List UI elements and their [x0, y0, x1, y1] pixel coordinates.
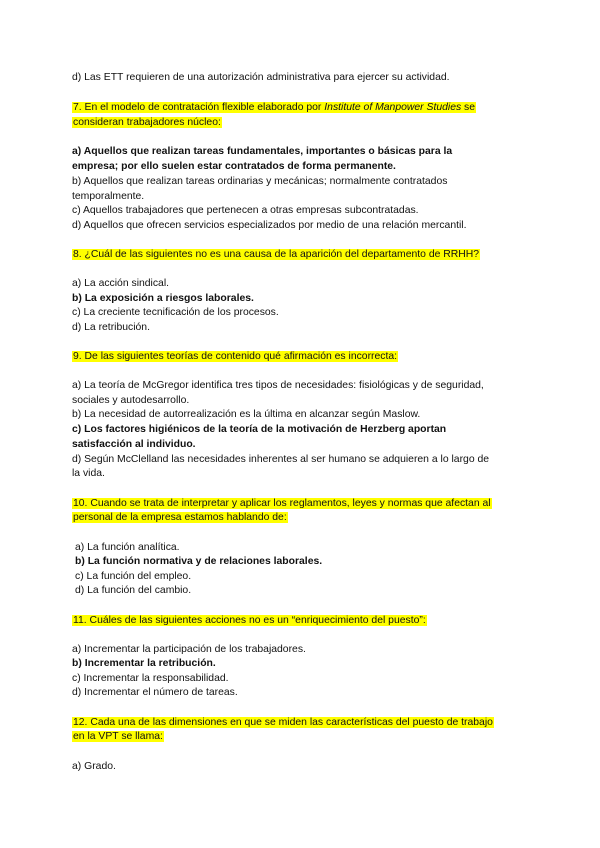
- q7-text-after: se: [461, 102, 476, 113]
- q12-question-line2: [72, 730, 164, 744]
- q11-question-text: 11. Cuáles de las siguientes acciones no es un “enriquecimiento del puesto”:: [73, 615, 426, 626]
- q9-question-text: 9. De las siguientes teorías de contenido qué afirmación es incorrecta:: [73, 351, 398, 362]
- q7-option-a-line1: a) Aquellos que realizan tareas fundamentales, importantes o básicas para la: [72, 146, 453, 157]
- q7-question-line2: [72, 116, 222, 130]
- q7-question-line1: [72, 101, 476, 115]
- q9-option-d-line2: la vida.: [72, 468, 105, 479]
- q10-option-d: d) La función del cambio.: [75, 585, 192, 596]
- q7-text-italic: Institute of Manpower Studies: [324, 102, 462, 113]
- q9-option-a-line1: a) La teoría de McGregor identifica tres tipos de necesidades: fisiológicas y de seguridad,: [72, 380, 484, 391]
- q7-option-a-line2: empresa; por ello suelen estar contratados de forma permanente.: [72, 161, 396, 172]
- q7-option-c: c) Aquellos trabajadores que pertenecen a otras empresas subcontratadas.: [72, 205, 419, 216]
- q12-question-line1: [72, 716, 494, 730]
- q8-question-text: 8. ¿Cuál de las siguientes no es una causa de la aparición del departamento de RRHH?: [73, 249, 480, 260]
- q11-option-b: b) Incrementar la retribución.: [72, 658, 216, 669]
- q7-option-d: d) Aquellos que ofrecen servicios especializados por medio de una relación mercantil.: [72, 220, 467, 231]
- q12-option-a: a) Grado.: [72, 761, 116, 772]
- q9-option-c-line1: c) Los factores higiénicos de la teoría de la motivación de Herzberg aportan: [72, 424, 447, 435]
- q9-option-b: b) La necesidad de autorrealización es la última en alcanzar según Maslow.: [72, 409, 421, 420]
- q10-option-a: a) La función analítica.: [75, 542, 180, 553]
- q8-question-line1: [72, 248, 480, 262]
- q10-option-b: b) La función normativa y de relaciones laborales.: [75, 556, 323, 567]
- q8-option-d: d) La retribución.: [72, 322, 150, 333]
- q10-question-line1-text: 10. Cuando se trata de interpretar y aplicar los reglamentos, leyes y normas que afectan al: [73, 498, 491, 509]
- q10-option-c: c) La función del empleo.: [75, 571, 192, 582]
- q8-option-c: c) La creciente tecnificación de los procesos.: [72, 307, 279, 318]
- q7-text-before: 7. En el modelo de contratación flexible elaborado por: [73, 102, 325, 113]
- q9-option-a-line2: sociales y autodesarrollo.: [72, 395, 190, 406]
- prev-option-d: d) Las ETT requieren de una autorización administrativa para ejercer su actividad.: [72, 72, 450, 83]
- q9-question-line1: [72, 350, 398, 364]
- q7-option-b-line1: b) Aquellos que realizan tareas ordinarias y mecánicas; normalmente contratados: [72, 176, 448, 187]
- q11-option-a: a) Incrementar la participación de los trabajadores.: [72, 644, 306, 655]
- q10-question-line2-text: personal de la empresa estamos hablando de:: [73, 512, 287, 523]
- q11-option-c: c) Incrementar la responsabilidad.: [72, 673, 229, 684]
- q12-question-line2-text: en la VPT se llama:: [73, 731, 163, 742]
- q7-option-b-line2: temporalmente.: [72, 191, 145, 202]
- q12-question-line1-text: 12. Cada una de las dimensiones en que se miden las características del puesto de trabajo: [73, 717, 493, 728]
- q11-option-d: d) Incrementar el número de tareas.: [72, 687, 238, 698]
- q8-option-a: a) La acción sindical.: [72, 278, 170, 289]
- q8-option-b: b) La exposición a riesgos laborales.: [72, 293, 254, 304]
- q11-question-line1: [72, 614, 427, 628]
- q9-option-d-line1: d) Según McClelland las necesidades inherentes al ser humano se adquieren a lo largo de: [72, 454, 490, 465]
- q9-option-c-line2: satisfacción al individuo.: [72, 439, 196, 450]
- q10-question-line2: [72, 511, 288, 525]
- q7-question-line2-text: consideran trabajadores núcleo:: [73, 117, 221, 128]
- q10-question-line1: [72, 497, 492, 511]
